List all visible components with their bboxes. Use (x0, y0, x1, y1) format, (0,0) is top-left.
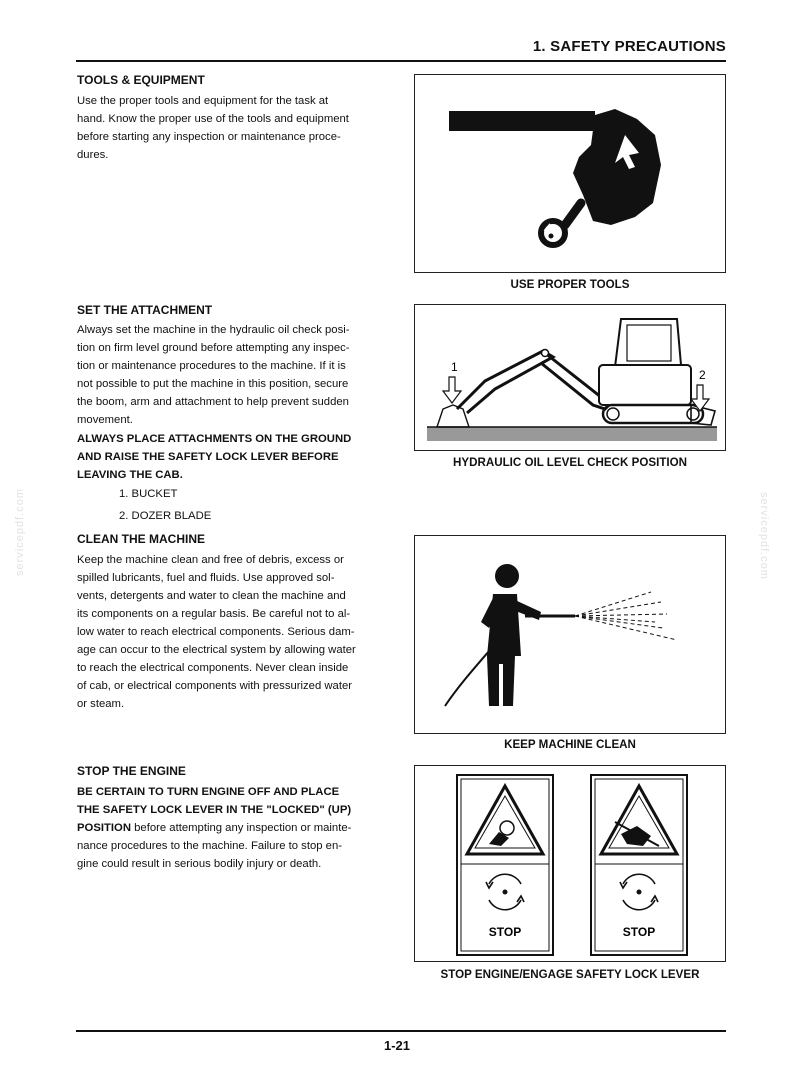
attachment-heading: SET THE ATTACHMENT (77, 303, 213, 317)
spray-icon (575, 592, 677, 640)
tools-heading: TOOLS & EQUIPMENT (77, 73, 205, 87)
stop-normal-fragment: before attempting any inspection or mainte- (130, 822, 352, 834)
callout-2-label: 2 (699, 368, 706, 382)
ground (427, 427, 717, 441)
safety-decal-1 (457, 775, 553, 955)
stop-mixed-line (77, 819, 397, 837)
hand-icon (489, 832, 509, 846)
clean-line: age can occur to the electrical system by allowing water (77, 644, 356, 656)
bucket-shape (437, 405, 469, 427)
hand-icon (621, 826, 651, 846)
clean-line: its components on a regular basis. Be careful not to al- (77, 608, 351, 620)
clean-heading: CLEAN THE MACHINE (77, 532, 205, 546)
tools-body (77, 92, 389, 164)
stop-engine-figure (414, 765, 726, 962)
attachment-caption: HYDRAULIC OIL LEVEL CHECK POSITION (452, 456, 688, 469)
track-shape (603, 405, 703, 423)
sleeve-cuff (449, 111, 595, 131)
clean-caption: KEEP MACHINE CLEAN (504, 738, 636, 751)
stop-heading: STOP THE ENGINE (77, 764, 186, 778)
attachment-body (77, 321, 395, 429)
stop-line: nance procedures to the machine. Failure to stop en- (77, 840, 343, 852)
tools-line: dures. (77, 149, 109, 161)
header-rule (76, 60, 726, 62)
list-item-bucket: 1. BUCKET (119, 488, 178, 500)
tools-caption: USE PROPER TOOLS (510, 278, 630, 291)
clean-line: or steam. (77, 698, 125, 710)
body-shape (599, 365, 691, 405)
stop-caption: STOP ENGINE/ENGAGE SAFETY LOCK LEVER (440, 968, 700, 981)
warning-line: ALWAYS PLACE ATTACHMENTS ON THE GROUND (77, 433, 352, 445)
footer-rule (76, 1030, 726, 1032)
person-head (495, 564, 519, 588)
tools-line: hand. Know the proper use of the tools and equipment (77, 113, 349, 125)
clean-line: to reach the electrical components. Never clean inside (77, 662, 349, 674)
stop-bold-line: THE SAFETY LOCK LEVER IN THE "LOCKED" (UP) (77, 804, 352, 816)
clean-body (77, 551, 395, 713)
gear-icon (500, 821, 514, 835)
attachment-line: tion on firm level ground before attempting any inspec- (77, 342, 350, 354)
list-item-dozer-blade: 2. DOZER BLADE (119, 510, 212, 522)
attachment-line: the boom, arm and attachment to help prevent sudden (77, 396, 349, 408)
stop-label: STOP (488, 925, 522, 939)
watermark-right: servicepdf.com (758, 492, 770, 580)
tools-line: before starting any inspection or maintenance proce- (77, 131, 341, 143)
wrench-handle (565, 203, 581, 225)
safety-decal-2 (591, 775, 687, 955)
safety-decals-illustration (415, 766, 725, 961)
hand-wrench-illustration (415, 75, 725, 272)
down-arrow-icon (691, 385, 709, 411)
arm-shape (457, 351, 553, 413)
excavator-illustration (415, 305, 725, 450)
warning-line: AND RAISE THE SAFETY LOCK LEVER BEFORE (77, 451, 339, 463)
stop-bold-line: BE CERTAIN TO TURN ENGINE OFF AND PLACE (77, 786, 340, 798)
clean-line: spilled lubricants, fuel and fluids. Use approved sol- (77, 572, 335, 584)
down-arrow-icon (443, 377, 461, 403)
callout-1-label: 1 (451, 360, 458, 374)
watermark-left: servicepdf.com (14, 488, 26, 576)
washer-illustration (415, 536, 725, 733)
attachment-warning (77, 430, 397, 484)
section-title: 1. SAFETY PRECAUTIONS (532, 38, 726, 55)
clean-line: Keep the machine clean and free of debris, excess or (77, 554, 344, 566)
attachment-line: not possible to put the machine in this position, secure (77, 378, 349, 390)
use-proper-tools-figure (414, 74, 726, 273)
clean-line: vents, detergents and water to clean the machine and (77, 590, 346, 602)
stop-body (77, 837, 395, 873)
tools-line: Use the proper tools and equipment for the task at (77, 95, 329, 107)
clean-line: of cab, or electrical components with pressurized water (77, 680, 353, 692)
hydraulic-check-figure (414, 304, 726, 451)
stop-line: gine could result in serious bodily injury or death. (77, 858, 322, 870)
attachment-line: tion or maintenance procedures to the machine. If it is (77, 360, 346, 372)
attachment-line: movement. (77, 414, 133, 426)
warning-line: LEAVING THE CAB. (77, 469, 183, 481)
page-number: 1-21 (384, 1038, 411, 1053)
stop-label: STOP (622, 925, 656, 939)
attachment-line: Always set the machine in the hydraulic oil check posi- (77, 324, 350, 336)
keep-clean-figure (414, 535, 726, 734)
stop-bold-fragment: POSITION (77, 822, 131, 834)
clean-line: low water to reach electrical components. Serious dam- (77, 626, 355, 638)
